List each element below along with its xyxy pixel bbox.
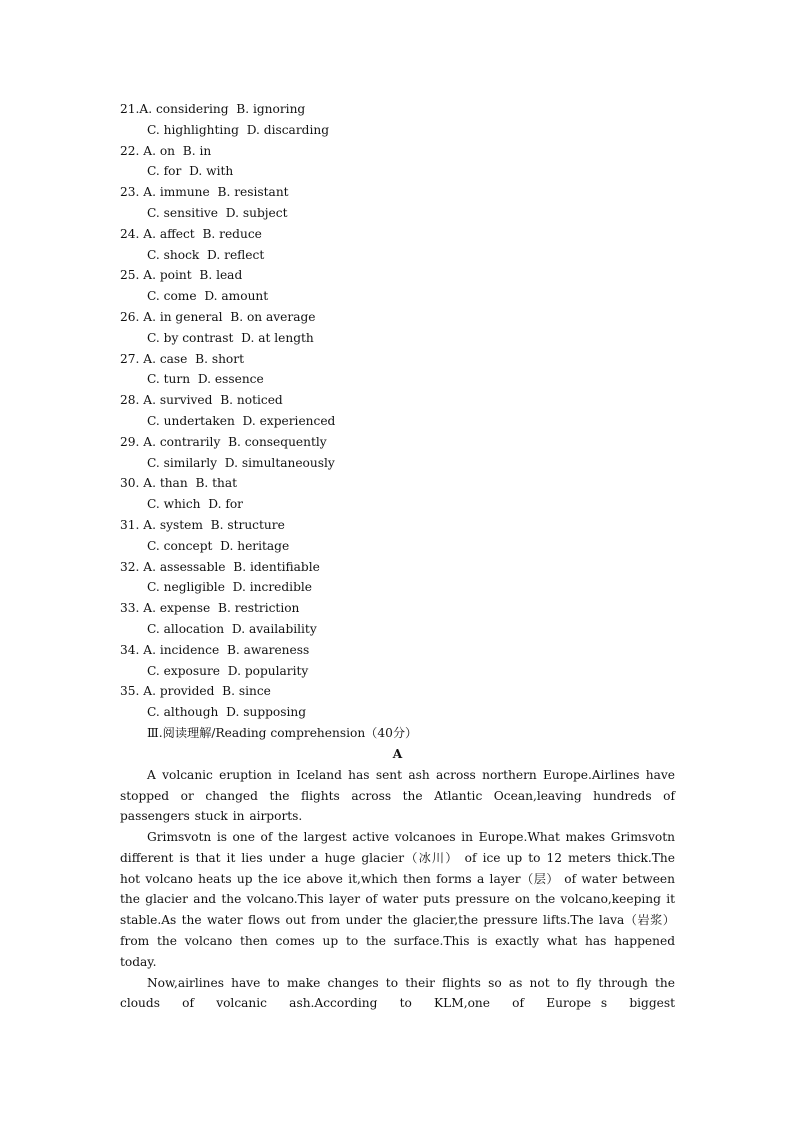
option-b: B. on average <box>230 309 316 324</box>
question-options-cd <box>120 577 675 598</box>
option-b: B. in <box>182 143 212 158</box>
option-c: C. turn <box>147 372 191 387</box>
option-a: A. assessable <box>143 559 226 574</box>
question-options-ab <box>120 307 675 328</box>
question-number: 22. <box>120 143 140 158</box>
option-c: C. sensitive <box>147 205 219 220</box>
question-options-ab <box>120 99 675 120</box>
question-options-ab <box>120 349 675 370</box>
question-options-cd <box>120 619 675 640</box>
option-d: D. with <box>189 164 234 179</box>
option-c: C. although <box>147 705 219 720</box>
option-c: C. which <box>147 497 201 512</box>
question-options-ab <box>120 557 675 578</box>
option-a: A. contrarily <box>143 434 221 449</box>
option-b: B. ignoring <box>236 102 306 116</box>
exam-page <box>120 99 675 1014</box>
option-a: A. on <box>143 143 176 158</box>
question-options-ab <box>120 224 675 245</box>
option-d: D. incredible <box>232 580 312 595</box>
option-a: A. point <box>143 268 192 283</box>
question-number: 34. <box>120 642 140 657</box>
question-number: 23. <box>120 185 140 200</box>
question-number: 33. <box>120 601 140 616</box>
option-c: C. highlighting <box>147 122 239 137</box>
question-number: 29. <box>120 434 140 449</box>
question-number: 32. <box>120 559 140 574</box>
option-b: B. that <box>195 476 238 491</box>
option-a: A. case <box>143 351 188 366</box>
option-b: B. awareness <box>226 642 310 657</box>
option-a: A. survived <box>143 393 213 408</box>
option-b: B. resistant <box>217 185 289 200</box>
question-options-cd <box>120 286 675 307</box>
option-a: A. provided <box>143 684 215 699</box>
option-d: D. heritage <box>220 538 290 553</box>
option-c: C. by contrast <box>147 330 234 345</box>
option-d: D. amount <box>204 289 269 304</box>
option-d: D. availability <box>231 621 317 636</box>
option-d: D. simultaneously <box>224 455 335 470</box>
passage-label: A <box>392 746 403 761</box>
option-a: A. immune <box>143 185 210 200</box>
option-c: C. negligible <box>147 580 225 595</box>
question-options-cd <box>120 161 675 182</box>
question-options-ab <box>120 473 675 494</box>
option-b: B. structure <box>210 517 285 532</box>
question-options-cd <box>120 453 675 474</box>
option-a: A. system <box>143 517 203 532</box>
question-options-ab <box>120 265 675 286</box>
option-b: B. noticed <box>220 393 283 408</box>
option-d: D. for <box>208 497 244 512</box>
question-options-ab <box>120 681 675 702</box>
option-c: C. similarly <box>147 455 218 470</box>
option-d: D. experienced <box>242 413 336 428</box>
option-a: A. expense <box>143 601 211 616</box>
question-number: 24. <box>120 226 140 241</box>
option-b: B. identifiable <box>233 559 320 574</box>
question-options-cd <box>120 702 675 723</box>
option-c: C. undertaken <box>147 413 235 428</box>
option-d: D. discarding <box>246 122 329 137</box>
option-c: C. concept <box>147 538 213 553</box>
option-d: D. supposing <box>226 705 307 720</box>
question-number: 31. <box>120 517 140 532</box>
question-number: 35. <box>120 684 140 699</box>
question-options-ab <box>120 182 675 203</box>
cloze-options-list <box>120 99 675 723</box>
option-c: C. allocation <box>147 621 225 636</box>
option-a: A. than <box>143 476 188 491</box>
option-d: D. reflect <box>207 247 265 262</box>
option-b: B. consequently <box>228 434 327 449</box>
option-b: B. restriction <box>217 601 300 616</box>
question-options-cd <box>120 494 675 515</box>
section-heading: Ⅲ.阅读理解/Reading comprehension（40分） <box>147 725 418 740</box>
option-d: D. popularity <box>227 663 309 678</box>
question-number: 30. <box>120 476 140 491</box>
option-b: B. short <box>195 351 244 366</box>
question-number: 21. <box>120 102 140 116</box>
question-options-ab <box>120 598 675 619</box>
question-options-ab <box>120 141 675 162</box>
question-number: 27. <box>120 351 140 366</box>
question-options-cd <box>120 536 675 557</box>
question-options-ab <box>120 640 675 661</box>
question-options-cd <box>120 245 675 266</box>
passage-paragraph: Grimsvotn is one of the largest active volcanoes in Europe.What makes Grimsvotn different is that it lies under a huge glacier（冰川） of ice up to 12 meters thick.The hot volcano heats up the ice above it,which then forms a layer（层） of water between the glacier and the volcano.This layer of water puts pressure on the volcano,keeping it stable.As the water flows out from under the glacier,the pressure lifts.The lava（岩浆） from the volcano then comes up to the surface.This is exactly what has happened today. <box>120 830 675 969</box>
option-c: C. exposure <box>147 663 221 678</box>
question-options-cd <box>120 120 675 141</box>
question-options-cd <box>120 328 675 349</box>
option-a: A. considering <box>139 102 229 116</box>
question-number: 28. <box>120 393 140 408</box>
question-options-cd <box>120 203 675 224</box>
option-d: D. essence <box>197 372 264 387</box>
question-options-cd <box>120 411 675 432</box>
passage-paragraph: A volcanic eruption in Iceland has sent ash across northern Europe.Airlines have stopped or changed the flights across the Atlantic Ocean,leaving hundreds of passengers stuck in airports. <box>120 767 675 824</box>
option-c: C. shock <box>147 247 200 262</box>
option-d: D. subject <box>225 205 288 220</box>
option-c: C. for <box>147 164 182 179</box>
option-b: B. reduce <box>202 226 262 241</box>
passage-paragraph: Now,airlines have to make changes to their flights so as not to fly through the clouds of volcanic ash.According to KLM,one of Europes biggest <box>120 975 675 1011</box>
option-a: A. in general <box>143 309 223 324</box>
option-c: C. come <box>147 289 197 304</box>
option-b: B. since <box>222 684 271 699</box>
option-d: D. at length <box>241 330 314 345</box>
option-a: A. incidence <box>143 642 220 657</box>
question-options-cd <box>120 369 675 390</box>
option-a: A. affect <box>143 226 195 241</box>
option-b: B. lead <box>199 268 243 283</box>
question-number: 26. <box>120 309 140 324</box>
question-options-ab <box>120 515 675 536</box>
question-options-ab <box>120 432 675 453</box>
question-options-cd <box>120 661 675 682</box>
question-number: 25. <box>120 268 140 283</box>
question-options-ab <box>120 390 675 411</box>
